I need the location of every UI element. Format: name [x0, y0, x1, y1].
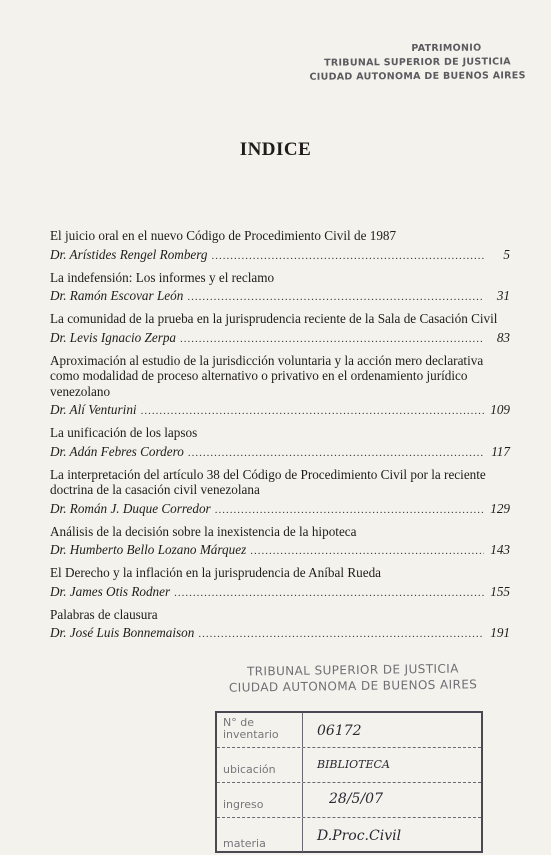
dot-leader [250, 543, 484, 559]
dot-leader [141, 403, 484, 419]
inventory-row-number [217, 713, 481, 748]
toc-entry-author: Dr. Román J. Duque Corredor [50, 500, 211, 516]
stamp-line-tribunal: TRIBUNAL SUPERIOR DE JUSTICIA [324, 56, 511, 69]
toc-entry-page: 31 [496, 288, 510, 303]
toc-entry-title: Aproximación al estudio de la jurisdicción voluntaria y la acción mero declarativa como modalidad de proceso alternativo o privativo en el ordenamiento jurídico venezolano [50, 352, 484, 399]
inventory-row-location [217, 748, 481, 783]
toc-entry [50, 565, 510, 601]
toc-entry-title: Análisis de la decisión sobre la inexistencia de la hipoteca [50, 523, 357, 539]
toc-entry [50, 353, 510, 420]
dot-leader [180, 331, 484, 347]
toc-entry-author: Dr. James Otis Rodner [50, 583, 171, 599]
dot-leader [174, 585, 484, 601]
toc-entry-page: 143 [490, 542, 510, 557]
toc-entry [50, 228, 510, 264]
library-stamp [218, 660, 488, 696]
toc-entry [50, 607, 510, 643]
stamp-line-patrimonio: PATRIMONIO [411, 42, 482, 55]
dot-leader [198, 626, 484, 642]
toc-entry-page: 155 [490, 583, 510, 599]
toc-entry-title: La interpretación del artículo 38 del Código de Procedimiento Civil por la reciente doctrina de la casación civil venezolana [50, 466, 486, 497]
toc-entry-author: Dr. Adán Febres Cordero [50, 443, 184, 459]
toc-entry [50, 270, 510, 306]
toc-entry-page: 117 [491, 443, 510, 459]
toc-entry-author: Dr. Arístides Rengel Romberg [50, 246, 208, 262]
toc-entry-page: 83 [496, 329, 510, 345]
inventory-value: BIBLIOTECA [317, 758, 390, 771]
dot-leader [212, 248, 484, 264]
toc-entry-author: Dr. Ramón Escovar León [50, 288, 184, 303]
inventory-value: 28/5/07 [329, 791, 383, 807]
dot-leader [187, 289, 484, 305]
toc-entry-page: 129 [490, 500, 510, 516]
stamp-line-ciudad: CIUDAD AUTONOMA DE BUENOS AIRES [309, 70, 526, 83]
toc-entry-author: Dr. Humberto Bello Lozano Márquez [50, 542, 247, 557]
toc-entry-page: 109 [490, 402, 510, 417]
toc-author-line [50, 625, 510, 642]
toc-entry-author: Dr. Levis Ignacio Zerpa [50, 329, 177, 345]
toc-entry [50, 467, 510, 518]
toc-entry [50, 425, 510, 461]
toc-author-line [50, 288, 510, 305]
toc-author-line [50, 330, 510, 347]
toc-entry-title: La unificación de los lapsos [50, 425, 198, 440]
inventory-row-entry [217, 783, 481, 818]
inventory-label: N° de inventario [223, 716, 279, 741]
inventory-stamp-table [215, 711, 483, 853]
dot-leader [188, 445, 484, 461]
inventory-row-subject [217, 818, 481, 852]
dot-leader [215, 502, 484, 518]
inventory-label: ubicación [223, 763, 276, 776]
toc-entry-title: El Derecho y la inflación en la jurisprudencia de Aníbal Rueda [50, 565, 382, 580]
inventory-label: ingreso [223, 798, 264, 811]
library-stamp-line-2: CIUDAD AUTONOMA DE BUENOS AIRES [228, 677, 478, 695]
table-of-contents [50, 228, 510, 648]
toc-author-line [50, 444, 510, 461]
inventory-label: materia [223, 837, 266, 850]
toc-entry-page: 191 [490, 625, 510, 640]
toc-entry-author: Dr. José Luis Bonnemaison [50, 625, 195, 640]
toc-entry-title: El juicio oral en el nuevo Código de Procedimiento Civil de 1987 [50, 228, 397, 243]
toc-entry-title: La comunidad de la prueba en la jurisprudencia reciente de la Sala de Casación Civil [50, 311, 498, 326]
toc-author-line [50, 542, 510, 559]
page-title: INDICE [239, 139, 312, 160]
toc-author-line [50, 402, 510, 419]
toc-entry [50, 311, 510, 347]
inventory-value: 06172 [317, 723, 362, 739]
patrimonio-stamp [300, 41, 535, 85]
toc-entry-page: 5 [503, 246, 510, 262]
toc-entry [50, 524, 510, 560]
library-stamp-line-1: TRIBUNAL SUPERIOR DE JUSTICIA [246, 661, 459, 679]
toc-author-line [50, 501, 510, 518]
toc-entry-author: Dr. Alí Venturini [50, 402, 137, 417]
inventory-value: D.Proc.Civil [317, 828, 402, 844]
toc-entry-title: Palabras de clausura [50, 606, 158, 622]
toc-entry-title: La indefensión: Los informes y el reclamo [50, 269, 275, 285]
toc-author-line [50, 247, 510, 264]
toc-author-line [50, 584, 510, 601]
